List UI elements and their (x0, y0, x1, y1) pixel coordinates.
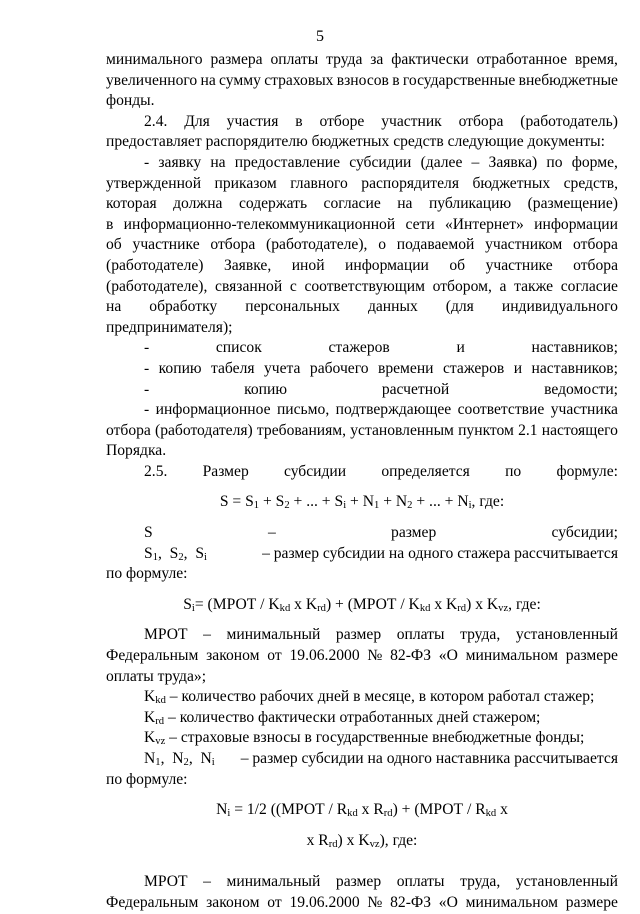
definition-kkd: $K_{kd}$ – количество рабочих дней в месяце, в котором работал стажер; (144, 688, 595, 707)
definition-s-trainee (106, 544, 618, 585)
text-line: (работодателе), связанной с соответствующим отбором, а также согласие (106, 277, 618, 295)
definition-mrot-2 (106, 872, 618, 913)
text-line: которая должна содержать согласие на публикацию (размещение) (106, 195, 618, 213)
text-line: Порядка. (106, 442, 167, 460)
text-line: предоставляет распорядителю бюджетных средств следующие документы: (106, 133, 605, 151)
definition-n-mentor (106, 749, 618, 790)
text-line: по формуле: (106, 565, 188, 583)
text-line: об участнике отбора (работодателе), о подаваемой участником отбора (106, 236, 618, 254)
text-line: по формуле: (106, 770, 188, 788)
text-line: в информационно-телекоммуникационной сети «Интернет» информации (106, 215, 618, 233)
definition-mrot (106, 625, 618, 687)
list-item-letter (106, 400, 618, 462)
definition-krd: $K_{rd}$ – количество фактически отработанных дней стажером; (144, 708, 541, 727)
definition-s: S – размер субсидии; (144, 524, 618, 542)
text-line: $N_1$, $N_2$, $N_i$ – размер субсидии на одного наставника рассчитывается (144, 750, 618, 769)
paragraph-2-4 (106, 112, 618, 153)
text-line: увеличенного на сумму страховых взносов в государственные внебюджетные (106, 71, 618, 89)
list-item-trainees: - список стажеров и наставников; (144, 339, 618, 357)
text-line: утвержденной приказом главного распорядителя бюджетных средств, (106, 174, 618, 192)
list-item-timesheet: - копию табеля учета рабочего времени стажеров и наставников; (144, 359, 618, 377)
formula-mentor-line-2: x $R_{rd}$) x $K_{vz}$), где: (306, 831, 418, 850)
formula-total: $S = S_1 + S_2$ + ... + $S_i + N_1 + N_2$ + ... + $N_i$, где: (219, 493, 505, 512)
list-item-application (106, 153, 618, 338)
text-line: - заявку на предоставление субсидии (далее – Заявка) по форме, (144, 153, 618, 171)
text-line: 2.4. Для участия в отборе участник отбора (работодатель) (144, 112, 618, 130)
list-item-payroll: - копию расчетной ведомости; (144, 380, 618, 398)
text-line: (работодателе) Заявке, иной информации об участнике отбора (106, 256, 618, 274)
text-line: Федеральным законом от 19.06.2000 № 82-ФЗ «О минимальном размере (106, 647, 618, 665)
text-line: $S_1$, $S_2$, $S_i$ – размер субсидии на одного стажера рассчитывается (144, 544, 618, 563)
document-body (106, 50, 618, 914)
paragraph-continuation (106, 50, 618, 112)
text-line: - информационное письмо, подтверждающее соответствие участника (144, 401, 618, 419)
formula-trainee: $S_i=$ (МРОТ / $K_{kd}$ x $K_{rd}$) + (МРОТ / $K_{kd}$ x $K_{rd}$) x $K_{vz}$, где: (183, 595, 541, 614)
text-line: минимального размера оплаты труда за фактически отработанное время, (106, 51, 618, 68)
text-line: МРОТ – минимальный размер оплаты труда, установленный (144, 873, 618, 891)
definition-kvz: $K_{vz}$ – страховые взносы в государственные внебюджетные фонды; (144, 729, 585, 748)
text-line: оплаты труда»; (106, 667, 207, 685)
text-line: предпринимателя); (106, 318, 233, 336)
formula-mentor-line-1: $N_i = 1/2$ ((МРОТ / $R_{kd}$ x $R_{rd}$) + (МРОТ / $R_{kd}$ x (216, 801, 508, 820)
text-line: Федеральным законом от 19.06.2000 № 82-ФЗ «О минимальном размере (106, 893, 618, 911)
paragraph-2-5: 2.5. Размер субсидии определяется по формуле: (144, 462, 618, 480)
text-line: МРОТ – минимальный размер оплаты труда, установленный (144, 626, 618, 644)
text-line: фонды. (106, 92, 155, 110)
page-number: 5 (316, 28, 324, 45)
text-line: на обработку персональных данных (для индивидуального (106, 298, 618, 316)
text-line: отбора (работодателя) требованиям, установленным пунктом 2.1 настоящего (106, 421, 618, 439)
